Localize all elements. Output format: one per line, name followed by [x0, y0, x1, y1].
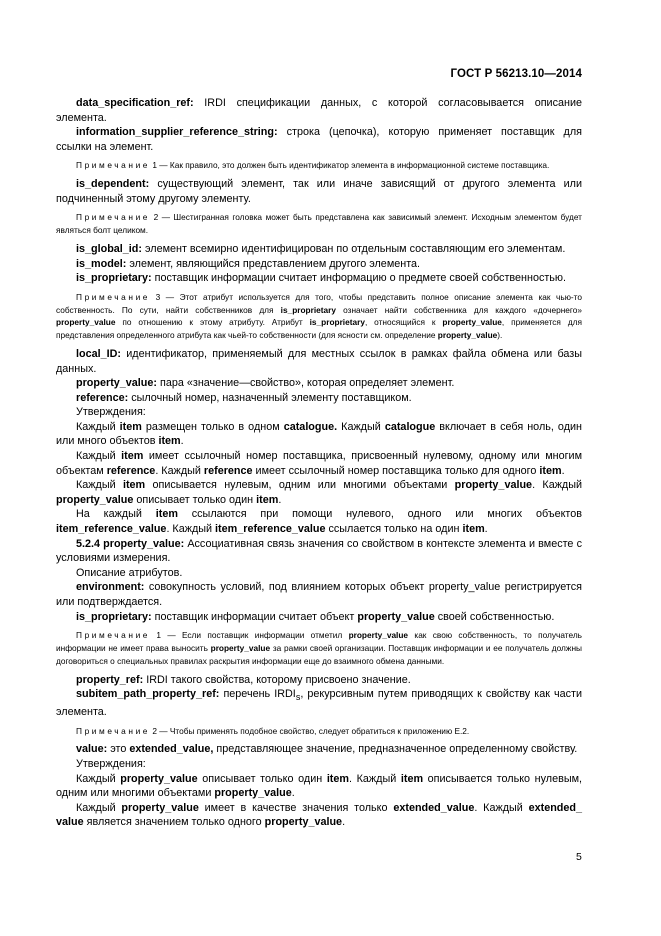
note-text: , применяется для представления определенного атрибута как чьей-то собственности (для ясности см. определение [56, 317, 582, 341]
body-text: описывается только нулевым, одним или многими объектами [56, 772, 583, 800]
body-paragraph [56, 420, 582, 449]
note-paragraph [56, 211, 582, 237]
body-text: На каждый [76, 508, 156, 521]
bold-term: item_reference_value [215, 523, 326, 536]
note-label: Примечание [76, 160, 151, 171]
body-text: Каждый [76, 420, 120, 433]
note-text: по отношению к этому атрибуту. Атрибут [115, 317, 310, 328]
defined-term: reference: [76, 391, 129, 404]
defined-term: environment: [76, 581, 145, 594]
bold-term: reference [203, 464, 253, 477]
definition-paragraph [56, 242, 582, 257]
body-paragraph [56, 772, 582, 801]
definition-text: пара «значение—свойство», которая определяет элемент. [157, 377, 455, 390]
bold-term: item [326, 772, 350, 785]
body-text: . [278, 493, 282, 506]
body-text: . Каждый [166, 523, 216, 536]
body-text: . Каждый [349, 772, 401, 785]
body-text: описывается нулевым, одним или многими объектами [145, 479, 455, 492]
bold-term: is_proprietary [309, 317, 365, 328]
bold-term: property_value [56, 317, 116, 328]
defined-term: property_ref: [76, 673, 144, 686]
defined-term: local_ID: [76, 347, 122, 360]
note-text: ). [497, 330, 503, 341]
body-text: . Каждый [532, 479, 583, 492]
definition-paragraph [56, 125, 582, 154]
body-text: представляющее значение, предназначенное определенному свойству. [213, 743, 578, 756]
bold-term: item [155, 508, 178, 521]
note-paragraph [56, 291, 582, 342]
definition-paragraph [56, 257, 582, 272]
bold-term: extended_value [393, 801, 475, 814]
definition-text: IRDI спецификации данных, с которой согласовывается описание элемента. [56, 97, 582, 124]
bold-term: item [158, 435, 181, 448]
bold-term: extended_ value [56, 801, 582, 829]
definition-paragraph [56, 673, 582, 688]
defined-term: property_value: [76, 377, 158, 390]
definition-text: идентификатор, применяемый для местных ссылок в рамках файла обмена или базы данных. [56, 347, 582, 375]
defined-term: is_model: [76, 257, 127, 270]
note-text: 2 — Шестигранная головка может быть представлена как зависимый элемент. Исходным элементом будет являться болт целиком. [56, 212, 582, 236]
body-paragraph [56, 742, 582, 757]
body-text: Описание атрибутов. [76, 566, 183, 579]
bold-term: reference [106, 464, 156, 477]
note-text: , относящийся к [364, 317, 443, 328]
body-text: . Каждый [474, 801, 529, 814]
definition-paragraph [56, 391, 582, 406]
document-header-id: ГОСТ Р 56213.10—2014 [450, 68, 582, 80]
note-text: 1 — Как правило, это должен быть идентификатор элемента в информационной системе поставщика. [152, 160, 550, 171]
definition-paragraph [56, 271, 582, 286]
definition-paragraph [56, 376, 582, 391]
note-text: 2 — Чтобы применять подобное свойство, следует обратиться к приложению Е.2. [152, 725, 470, 736]
definition-text: сылочный номер, назначенный элементу поставщиком. [128, 391, 412, 404]
bold-term: property_value [214, 787, 292, 800]
bold-term: item [400, 772, 424, 785]
note-paragraph [56, 725, 582, 738]
bold-term: item_reference_value [56, 523, 167, 536]
bold-term: item [121, 450, 144, 463]
body-text: включает в себя ноль, один или много объектов [56, 420, 582, 448]
defined-term: information_supplier_reference_string: [76, 126, 278, 139]
note-paragraph [56, 629, 582, 667]
body-text: ссылается только на один [325, 523, 463, 536]
bold-term: property_value [56, 493, 134, 506]
bold-term: item [539, 464, 562, 477]
body-paragraph [56, 507, 582, 536]
note-text: за рамки своей организации. Поставщик информации и ее получатель должны договориться о специальных правилах раскрытия информации еще до взаимного обмена данными. [56, 643, 582, 666]
bold-term: item [462, 523, 485, 536]
bold-term: item [256, 493, 279, 506]
bold-term: property_value [121, 801, 199, 814]
body-text: размещен только в одном [141, 420, 284, 433]
body-paragraph [56, 537, 582, 566]
body-text: . [342, 816, 346, 829]
body-text: Каждый [76, 450, 122, 463]
body-text: Каждый [76, 801, 122, 814]
body-text: описывает только один [133, 493, 257, 506]
bold-term: 5.2.4 property_value: [76, 537, 185, 550]
note-label: Примечание [76, 212, 151, 223]
body-text: имеет ссылочный номер поставщика только для одного [252, 464, 540, 477]
body-paragraph [56, 687, 582, 719]
definition-text: совокупность условий, под влиянием которых объект property_value регистрируется или подтверждается. [56, 581, 582, 609]
defined-term: is_global_id: [76, 242, 142, 255]
body-paragraph [56, 478, 582, 507]
note-text: как свою собственность, то получатель информации не имеет права выносить [56, 630, 582, 653]
bold-term: is_proprietary: [76, 610, 152, 623]
body-paragraph [56, 610, 582, 625]
note-label: Примечание [76, 630, 151, 641]
defined-term: is_dependent: [76, 178, 150, 191]
body-text: имеет ссылочный номер поставщика, присвоенный нулевому, одному или многим объектам [56, 450, 582, 477]
body-text: Каждый [76, 772, 121, 785]
bold-term: item [119, 420, 142, 433]
bold-term: property_value [264, 816, 343, 829]
definition-paragraph [56, 347, 582, 376]
body-paragraph [56, 566, 582, 581]
bold-term: catalogue [384, 420, 436, 433]
note-paragraph [56, 159, 582, 172]
definition-text: IRDI такого свойства, которому присвоено значение. [143, 673, 411, 686]
body-text: . [291, 787, 295, 800]
body-text: . [180, 435, 184, 448]
body-text: Утверждения: [76, 757, 146, 770]
body-paragraph [56, 405, 582, 420]
bold-term: property_value [357, 610, 435, 623]
bold-term: property_value [348, 630, 409, 641]
note-label: Примечание [76, 725, 151, 736]
body-text: . Каждый [155, 464, 204, 477]
definition-text: существующий элемент, так или иначе зависящий от другого элемента или подчиненный этому другому элементу. [56, 178, 582, 205]
bold-term: value: [76, 743, 108, 756]
body-text: Каждый [337, 420, 385, 433]
definition-text: строка (цепочка), которую применяет поставщик для ссылки на элемент. [56, 126, 582, 153]
body-text: своей собственностью. [434, 610, 555, 623]
body-text: . [561, 464, 565, 477]
body-text: , рекурсивным путем приводящих к свойству как части элемента. [56, 688, 582, 718]
note-text: означает найти собственника для каждого «дочернего» [336, 304, 582, 315]
bold-term: property_value [442, 317, 502, 328]
definition-paragraph [56, 96, 582, 125]
body-text: . [484, 523, 488, 536]
bold-term: is_proprietary [280, 304, 336, 315]
bold-term: property_value [120, 772, 198, 785]
definition-paragraph [56, 177, 582, 206]
page-content [56, 96, 582, 830]
bold-term: property_value [210, 643, 271, 653]
page-number: 5 [576, 851, 582, 863]
bold-term: subitem_path_property_ref: [76, 688, 220, 701]
bold-term: catalogue. [283, 420, 338, 433]
bold-term: property_value [454, 479, 533, 492]
body-text: поставщик информации считает объект [151, 610, 358, 623]
definition-paragraph [56, 580, 582, 609]
bold-term: extended_value, [129, 743, 214, 756]
subscript: s [295, 692, 301, 703]
body-text: перечень IRDI [219, 688, 296, 701]
body-text: Каждый [76, 479, 123, 492]
defined-term: data_specification_ref: [76, 97, 194, 109]
note-label: Примечание [76, 291, 151, 302]
definition-text: элемент всемирно идентифицирован по отдельным составляющим его элементам. [142, 242, 566, 255]
note-text: 1 — Если поставщик информации отметил [156, 630, 349, 641]
definition-text: поставщик информации считает информацию о предмете своей собственностью. [151, 272, 567, 285]
body-text: описывает только один [197, 772, 327, 785]
body-paragraph [56, 449, 582, 478]
body-paragraph [56, 757, 582, 772]
note-text: 3 — Этот атрибут используется для того, чтобы представить полное описание элемента как чью-то собственность. По сути, найти собственников для [56, 291, 582, 315]
body-text: ссылаются при помощи нулевого, одного или многих объектов [177, 508, 582, 521]
definition-text: элемент, являющийся представлением другого элемента. [126, 257, 421, 270]
body-text: является значением только одного [83, 816, 265, 829]
body-text: Ассоциативная связь значения со свойством в контексте элемента и вместе с условиями измерения. [56, 537, 582, 565]
bold-term: property_value [437, 330, 498, 341]
body-text: Утверждения: [76, 406, 146, 419]
body-paragraph [56, 801, 582, 830]
body-text: это [107, 743, 130, 756]
body-text: имеет в качестве значения только [198, 801, 394, 814]
bold-term: item [122, 479, 146, 492]
defined-term: is_proprietary: [76, 272, 152, 285]
